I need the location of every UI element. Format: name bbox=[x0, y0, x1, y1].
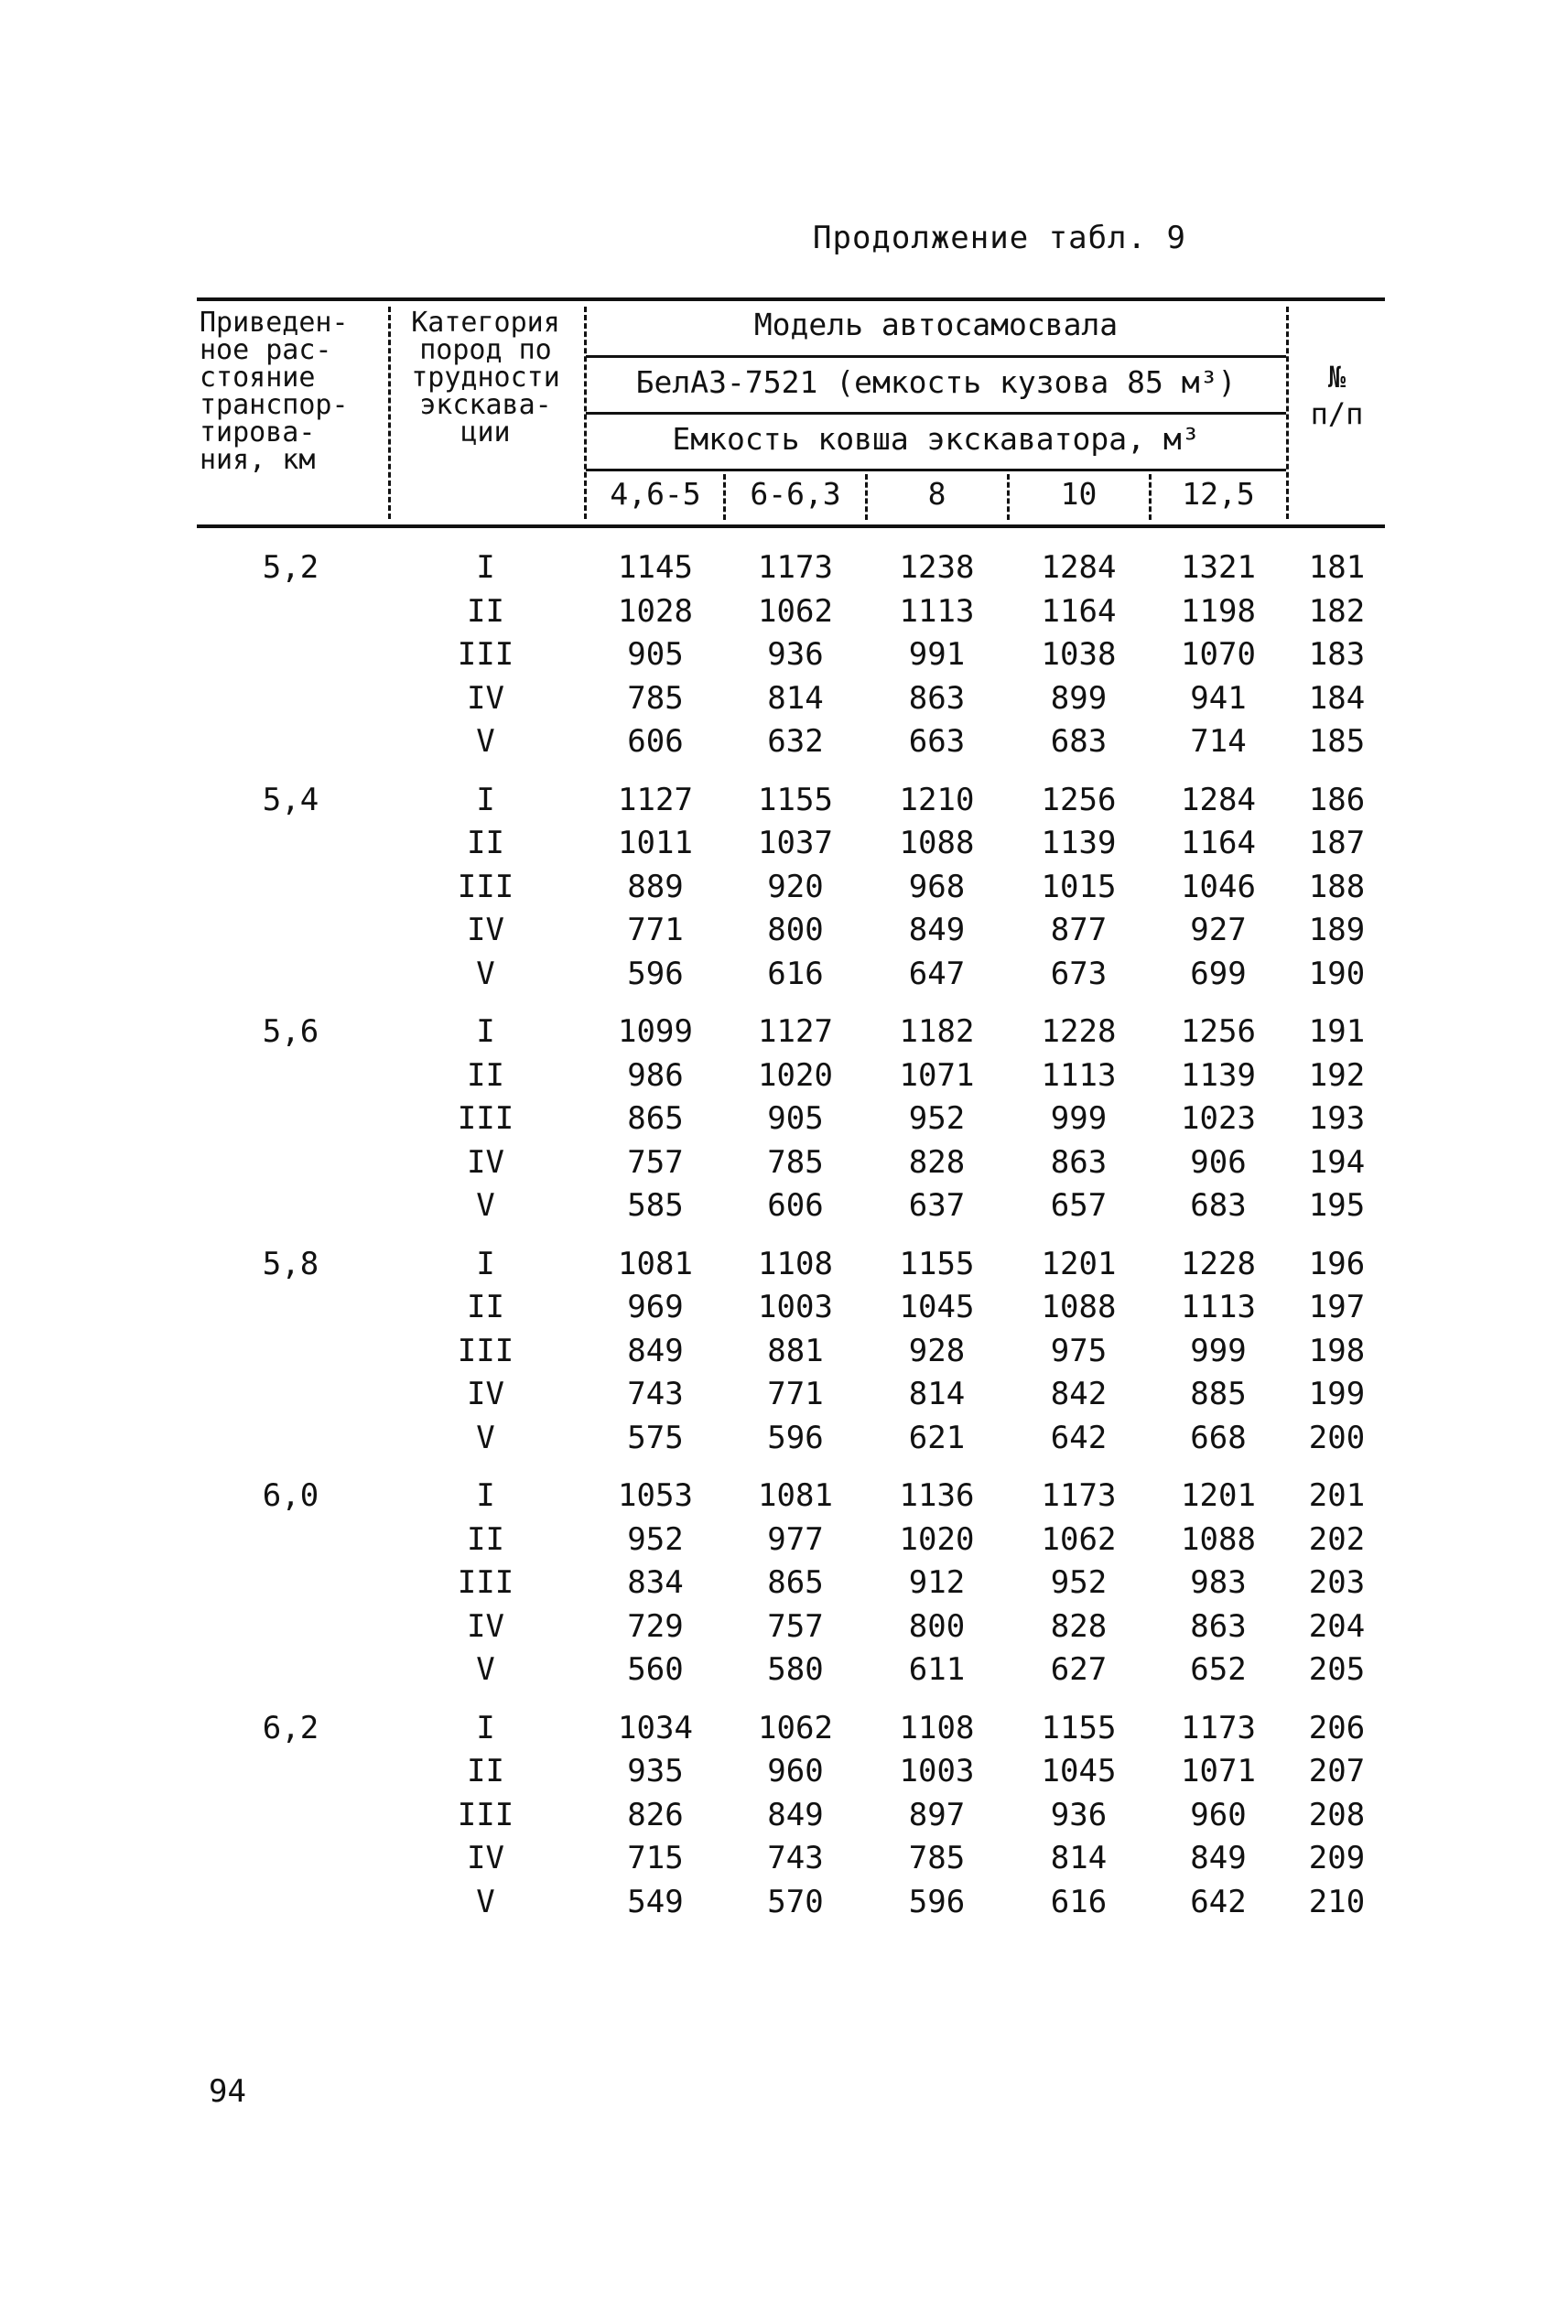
value-cell: 1081 bbox=[758, 1477, 833, 1514]
value-cell: 1108 bbox=[758, 1245, 833, 1282]
category-cell: IV bbox=[467, 1607, 504, 1645]
row-number-cell: 199 bbox=[1308, 1376, 1366, 1412]
value-cell: 1108 bbox=[899, 1709, 975, 1746]
model-underline bbox=[586, 355, 1286, 358]
value-cell: 1071 bbox=[899, 1056, 975, 1094]
value-cell: 977 bbox=[767, 1520, 824, 1558]
value-cell: 1136 bbox=[899, 1477, 975, 1514]
value-cell: 906 bbox=[1190, 1143, 1247, 1181]
category-cell: IV bbox=[467, 1840, 504, 1876]
row-number-cell: 201 bbox=[1308, 1477, 1366, 1514]
value-cell: 936 bbox=[1050, 1796, 1108, 1833]
value-cell: 952 bbox=[1050, 1564, 1108, 1601]
value-cell: 1071 bbox=[1181, 1753, 1256, 1789]
category-cell: V bbox=[476, 1419, 495, 1456]
value-cell: 1155 bbox=[899, 1245, 975, 1282]
value-cell: 1145 bbox=[618, 549, 693, 586]
value-cell: 865 bbox=[767, 1564, 824, 1601]
header-bucket: Емкость ковша экскаватора, м³ bbox=[672, 421, 1200, 457]
value-cell: 952 bbox=[627, 1520, 684, 1558]
header-line: экскава- bbox=[419, 389, 552, 421]
value-cell: 715 bbox=[627, 1840, 684, 1876]
value-cell: 570 bbox=[767, 1883, 824, 1920]
value-cell: 785 bbox=[627, 679, 684, 717]
category-cell: III bbox=[457, 1332, 514, 1369]
value-cell: 1113 bbox=[1181, 1289, 1256, 1325]
value-cell: 1062 bbox=[758, 592, 833, 630]
value-cell: 986 bbox=[627, 1056, 684, 1094]
value-cell: 863 bbox=[1190, 1607, 1247, 1645]
value-cell: 991 bbox=[908, 636, 966, 673]
value-cell: 1256 bbox=[1041, 781, 1117, 818]
category-cell: I bbox=[476, 549, 495, 586]
row-number-cell: 208 bbox=[1308, 1796, 1366, 1833]
value-cell: 1127 bbox=[618, 781, 693, 818]
header-line: трудности bbox=[411, 362, 560, 394]
value-cell: 652 bbox=[1190, 1651, 1247, 1688]
distance-cell: 6,0 bbox=[262, 1477, 319, 1514]
value-cell: 863 bbox=[908, 679, 966, 717]
value-cell: 1003 bbox=[899, 1753, 975, 1789]
value-cell: 1182 bbox=[899, 1013, 975, 1050]
value-cell: 729 bbox=[627, 1607, 684, 1645]
header-line: стояние bbox=[200, 362, 316, 394]
value-cell: 941 bbox=[1190, 679, 1247, 717]
value-cell: 611 bbox=[908, 1651, 966, 1688]
distance-cell: 5,8 bbox=[262, 1245, 319, 1282]
value-cell: 865 bbox=[627, 1100, 684, 1137]
value-cell: 1139 bbox=[1181, 1056, 1256, 1094]
row-number-cell: 188 bbox=[1308, 868, 1366, 905]
page-number: 94 bbox=[209, 2073, 246, 2110]
row-number-cell: 189 bbox=[1308, 912, 1366, 948]
row-number-cell: 181 bbox=[1308, 549, 1366, 586]
value-cell: 642 bbox=[1190, 1883, 1247, 1920]
value-cell: 606 bbox=[627, 723, 684, 760]
value-cell: 828 bbox=[1050, 1607, 1108, 1645]
row-number-cell: 209 bbox=[1308, 1840, 1366, 1876]
category-cell: V bbox=[476, 1883, 495, 1920]
header-line: п/п bbox=[1310, 396, 1364, 431]
header-model: Модель автосамосвала bbox=[753, 307, 1119, 342]
row-number-cell: 197 bbox=[1308, 1289, 1366, 1325]
value-cell: 1201 bbox=[1181, 1477, 1256, 1514]
value-cell: 814 bbox=[908, 1376, 966, 1412]
table-top-rule bbox=[197, 297, 1385, 301]
value-cell: 1023 bbox=[1181, 1100, 1256, 1137]
value-cell: 1201 bbox=[1041, 1245, 1117, 1282]
row-number-cell: 186 bbox=[1308, 781, 1366, 818]
value-cell: 1088 bbox=[1041, 1289, 1117, 1325]
row-number-cell: 196 bbox=[1308, 1245, 1366, 1282]
value-cell: 999 bbox=[1190, 1332, 1247, 1369]
category-cell: I bbox=[476, 1245, 495, 1282]
header-distance bbox=[200, 309, 383, 474]
value-cell: 1088 bbox=[1181, 1520, 1256, 1558]
header-bucket-size: 12,5 bbox=[1182, 476, 1255, 512]
category-cell: I bbox=[476, 1709, 495, 1746]
value-cell: 673 bbox=[1050, 955, 1108, 992]
category-cell: V bbox=[476, 955, 495, 992]
value-cell: 877 bbox=[1050, 912, 1108, 948]
header-truck: БелАЗ-7521 (емкость кузова 85 м³) bbox=[635, 364, 1237, 400]
header-line: тирова- bbox=[200, 416, 316, 449]
value-cell: 632 bbox=[767, 723, 824, 760]
value-cell: 1062 bbox=[1041, 1520, 1117, 1558]
header-line: ное рас- bbox=[200, 334, 332, 366]
value-cell: 960 bbox=[1190, 1796, 1247, 1833]
value-cell: 975 bbox=[1050, 1332, 1108, 1369]
value-cell: 920 bbox=[767, 868, 824, 905]
value-cell: 1038 bbox=[1041, 636, 1117, 673]
value-cell: 757 bbox=[627, 1143, 684, 1181]
value-cell: 1127 bbox=[758, 1013, 833, 1050]
distance-cell: 5,4 bbox=[262, 781, 319, 818]
value-cell: 1046 bbox=[1181, 868, 1256, 905]
row-number-cell: 206 bbox=[1308, 1709, 1366, 1746]
value-cell: 714 bbox=[1190, 723, 1247, 760]
value-cell: 849 bbox=[767, 1796, 824, 1833]
value-cell: 983 bbox=[1190, 1564, 1247, 1601]
category-cell: III bbox=[457, 1100, 514, 1137]
value-cell: 826 bbox=[627, 1796, 684, 1833]
category-cell: III bbox=[457, 1564, 514, 1601]
value-cell: 1020 bbox=[899, 1520, 975, 1558]
value-cell: 952 bbox=[908, 1100, 966, 1137]
value-cell: 596 bbox=[908, 1883, 966, 1920]
value-cell: 1028 bbox=[618, 592, 693, 630]
value-cell: 912 bbox=[908, 1564, 966, 1601]
truck-underline bbox=[586, 412, 1286, 415]
value-cell: 1198 bbox=[1181, 592, 1256, 630]
row-number-cell: 187 bbox=[1308, 825, 1366, 861]
row-number-cell: 210 bbox=[1308, 1883, 1366, 1920]
bucket-underline bbox=[586, 469, 1286, 471]
value-cell: 936 bbox=[767, 636, 824, 673]
value-cell: 1228 bbox=[1181, 1245, 1256, 1282]
header-line: Приведен- bbox=[200, 307, 349, 339]
value-cell: 814 bbox=[1050, 1840, 1108, 1876]
category-cell: V bbox=[476, 1187, 495, 1224]
category-cell: II bbox=[467, 1056, 504, 1094]
header-line: ции bbox=[460, 416, 511, 449]
header-bucket-size: 8 bbox=[927, 476, 946, 512]
value-cell: 1020 bbox=[758, 1056, 833, 1094]
value-cell: 1045 bbox=[1041, 1753, 1117, 1789]
value-cell: 1284 bbox=[1181, 781, 1256, 818]
value-cell: 960 bbox=[767, 1753, 824, 1789]
value-cell: 928 bbox=[908, 1332, 966, 1369]
value-cell: 627 bbox=[1050, 1651, 1108, 1688]
value-cell: 616 bbox=[1050, 1883, 1108, 1920]
value-cell: 1155 bbox=[1041, 1709, 1117, 1746]
header-bucket-size: 6-6,3 bbox=[750, 476, 841, 512]
value-cell: 575 bbox=[627, 1419, 684, 1456]
row-number-cell: 205 bbox=[1308, 1651, 1366, 1688]
value-cell: 743 bbox=[627, 1376, 684, 1412]
header-line: пород по bbox=[419, 334, 552, 366]
value-cell: 549 bbox=[627, 1883, 684, 1920]
value-cell: 1011 bbox=[618, 825, 693, 861]
value-cell: 683 bbox=[1190, 1187, 1247, 1224]
value-cell: 849 bbox=[908, 912, 966, 948]
value-cell: 1081 bbox=[618, 1245, 693, 1282]
header-bucket-size: 4,6-5 bbox=[610, 476, 701, 512]
value-cell: 842 bbox=[1050, 1376, 1108, 1412]
value-cell: 885 bbox=[1190, 1376, 1247, 1412]
row-number-cell: 200 bbox=[1308, 1419, 1366, 1456]
row-number-cell: 192 bbox=[1308, 1056, 1366, 1094]
category-cell: I bbox=[476, 781, 495, 818]
row-number-cell: 204 bbox=[1308, 1607, 1366, 1645]
row-number-cell: 194 bbox=[1308, 1143, 1366, 1181]
category-cell: II bbox=[467, 1520, 504, 1558]
row-number-cell: 207 bbox=[1308, 1753, 1366, 1789]
row-number-cell: 185 bbox=[1308, 723, 1366, 760]
category-cell: III bbox=[457, 636, 514, 673]
value-cell: 969 bbox=[627, 1289, 684, 1325]
category-cell: IV bbox=[467, 679, 504, 717]
row-number-cell: 184 bbox=[1308, 679, 1366, 717]
header-line: № bbox=[1327, 360, 1346, 395]
value-cell: 1210 bbox=[899, 781, 975, 818]
value-cell: 800 bbox=[767, 912, 824, 948]
value-cell: 1070 bbox=[1181, 636, 1256, 673]
value-cell: 663 bbox=[908, 723, 966, 760]
category-cell: V bbox=[476, 1651, 495, 1688]
value-cell: 863 bbox=[1050, 1143, 1108, 1181]
value-cell: 621 bbox=[908, 1419, 966, 1456]
distance-cell: 5,2 bbox=[262, 549, 319, 586]
row-number-cell: 198 bbox=[1308, 1332, 1366, 1369]
value-cell: 1173 bbox=[1181, 1709, 1256, 1746]
category-cell: III bbox=[457, 868, 514, 905]
header-line: ния, км bbox=[200, 444, 316, 476]
header-row-number bbox=[1289, 359, 1385, 432]
value-cell: 899 bbox=[1050, 679, 1108, 717]
value-cell: 606 bbox=[767, 1187, 824, 1224]
category-cell: II bbox=[467, 1753, 504, 1789]
value-cell: 1003 bbox=[758, 1289, 833, 1325]
value-cell: 596 bbox=[767, 1419, 824, 1456]
value-cell: 683 bbox=[1050, 723, 1108, 760]
value-cell: 999 bbox=[1050, 1100, 1108, 1137]
category-cell: II bbox=[467, 1289, 504, 1325]
category-cell: I bbox=[476, 1477, 495, 1514]
value-cell: 560 bbox=[627, 1651, 684, 1688]
value-cell: 699 bbox=[1190, 955, 1247, 992]
value-cell: 1113 bbox=[899, 592, 975, 630]
value-cell: 647 bbox=[908, 955, 966, 992]
value-cell: 1228 bbox=[1041, 1013, 1117, 1050]
value-cell: 905 bbox=[627, 636, 684, 673]
value-cell: 1037 bbox=[758, 825, 833, 861]
value-cell: 771 bbox=[627, 912, 684, 948]
category-cell: IV bbox=[467, 1143, 504, 1181]
category-cell: V bbox=[476, 723, 495, 760]
header-category bbox=[392, 309, 579, 447]
category-cell: IV bbox=[467, 1376, 504, 1412]
category-cell: I bbox=[476, 1013, 495, 1050]
value-cell: 1045 bbox=[899, 1289, 975, 1325]
header-line: Категория bbox=[411, 307, 560, 339]
value-cell: 637 bbox=[908, 1187, 966, 1224]
value-cell: 905 bbox=[767, 1100, 824, 1137]
row-number-cell: 203 bbox=[1308, 1564, 1366, 1601]
category-cell: IV bbox=[467, 912, 504, 948]
value-cell: 881 bbox=[767, 1332, 824, 1369]
value-cell: 585 bbox=[627, 1187, 684, 1224]
row-number-cell: 193 bbox=[1308, 1100, 1366, 1137]
value-cell: 1164 bbox=[1041, 592, 1117, 630]
row-number-cell: 191 bbox=[1308, 1013, 1366, 1050]
distance-cell: 5,6 bbox=[262, 1013, 319, 1050]
value-cell: 616 bbox=[767, 955, 824, 992]
value-cell: 1321 bbox=[1181, 549, 1256, 586]
value-cell: 642 bbox=[1050, 1419, 1108, 1456]
value-cell: 1015 bbox=[1041, 868, 1117, 905]
row-number-cell: 183 bbox=[1308, 636, 1366, 673]
row-number-cell: 202 bbox=[1308, 1520, 1366, 1558]
category-cell: II bbox=[467, 825, 504, 861]
value-cell: 1155 bbox=[758, 781, 833, 818]
row-number-cell: 182 bbox=[1308, 592, 1366, 630]
row-number-cell: 195 bbox=[1308, 1187, 1366, 1224]
category-cell: II bbox=[467, 592, 504, 630]
value-cell: 968 bbox=[908, 868, 966, 905]
header-bottom-rule bbox=[197, 524, 1385, 528]
value-cell: 828 bbox=[908, 1143, 966, 1181]
value-cell: 1238 bbox=[899, 549, 975, 586]
value-cell: 1164 bbox=[1181, 825, 1256, 861]
value-cell: 757 bbox=[767, 1607, 824, 1645]
value-cell: 814 bbox=[767, 679, 824, 717]
row-number-cell: 190 bbox=[1308, 955, 1366, 992]
value-cell: 1173 bbox=[758, 549, 833, 586]
value-cell: 1053 bbox=[618, 1477, 693, 1514]
value-cell: 743 bbox=[767, 1840, 824, 1876]
value-cell: 1113 bbox=[1041, 1056, 1117, 1094]
value-cell: 1088 bbox=[899, 825, 975, 861]
header-bucket-size: 10 bbox=[1060, 476, 1098, 512]
value-cell: 849 bbox=[627, 1332, 684, 1369]
value-cell: 1256 bbox=[1181, 1013, 1256, 1050]
table-caption: Продолжение табл. 9 bbox=[813, 220, 1186, 256]
value-cell: 1173 bbox=[1041, 1477, 1117, 1514]
value-cell: 580 bbox=[767, 1651, 824, 1688]
value-cell: 1284 bbox=[1041, 549, 1117, 586]
value-cell: 849 bbox=[1190, 1840, 1247, 1876]
value-cell: 935 bbox=[627, 1753, 684, 1789]
header-line: транспор- bbox=[200, 389, 349, 421]
category-cell: III bbox=[457, 1796, 514, 1833]
distance-cell: 6,2 bbox=[262, 1709, 319, 1746]
value-cell: 897 bbox=[908, 1796, 966, 1833]
value-cell: 889 bbox=[627, 868, 684, 905]
column-divider bbox=[388, 307, 391, 519]
value-cell: 785 bbox=[908, 1840, 966, 1876]
value-cell: 668 bbox=[1190, 1419, 1247, 1456]
value-cell: 800 bbox=[908, 1607, 966, 1645]
value-cell: 1099 bbox=[618, 1013, 693, 1050]
value-cell: 1034 bbox=[618, 1709, 693, 1746]
value-cell: 657 bbox=[1050, 1187, 1108, 1224]
value-cell: 834 bbox=[627, 1564, 684, 1601]
value-cell: 785 bbox=[767, 1143, 824, 1181]
value-cell: 1062 bbox=[758, 1709, 833, 1746]
value-cell: 927 bbox=[1190, 912, 1247, 948]
value-cell: 771 bbox=[767, 1376, 824, 1412]
value-cell: 596 bbox=[627, 955, 684, 992]
value-cell: 1139 bbox=[1041, 825, 1117, 861]
